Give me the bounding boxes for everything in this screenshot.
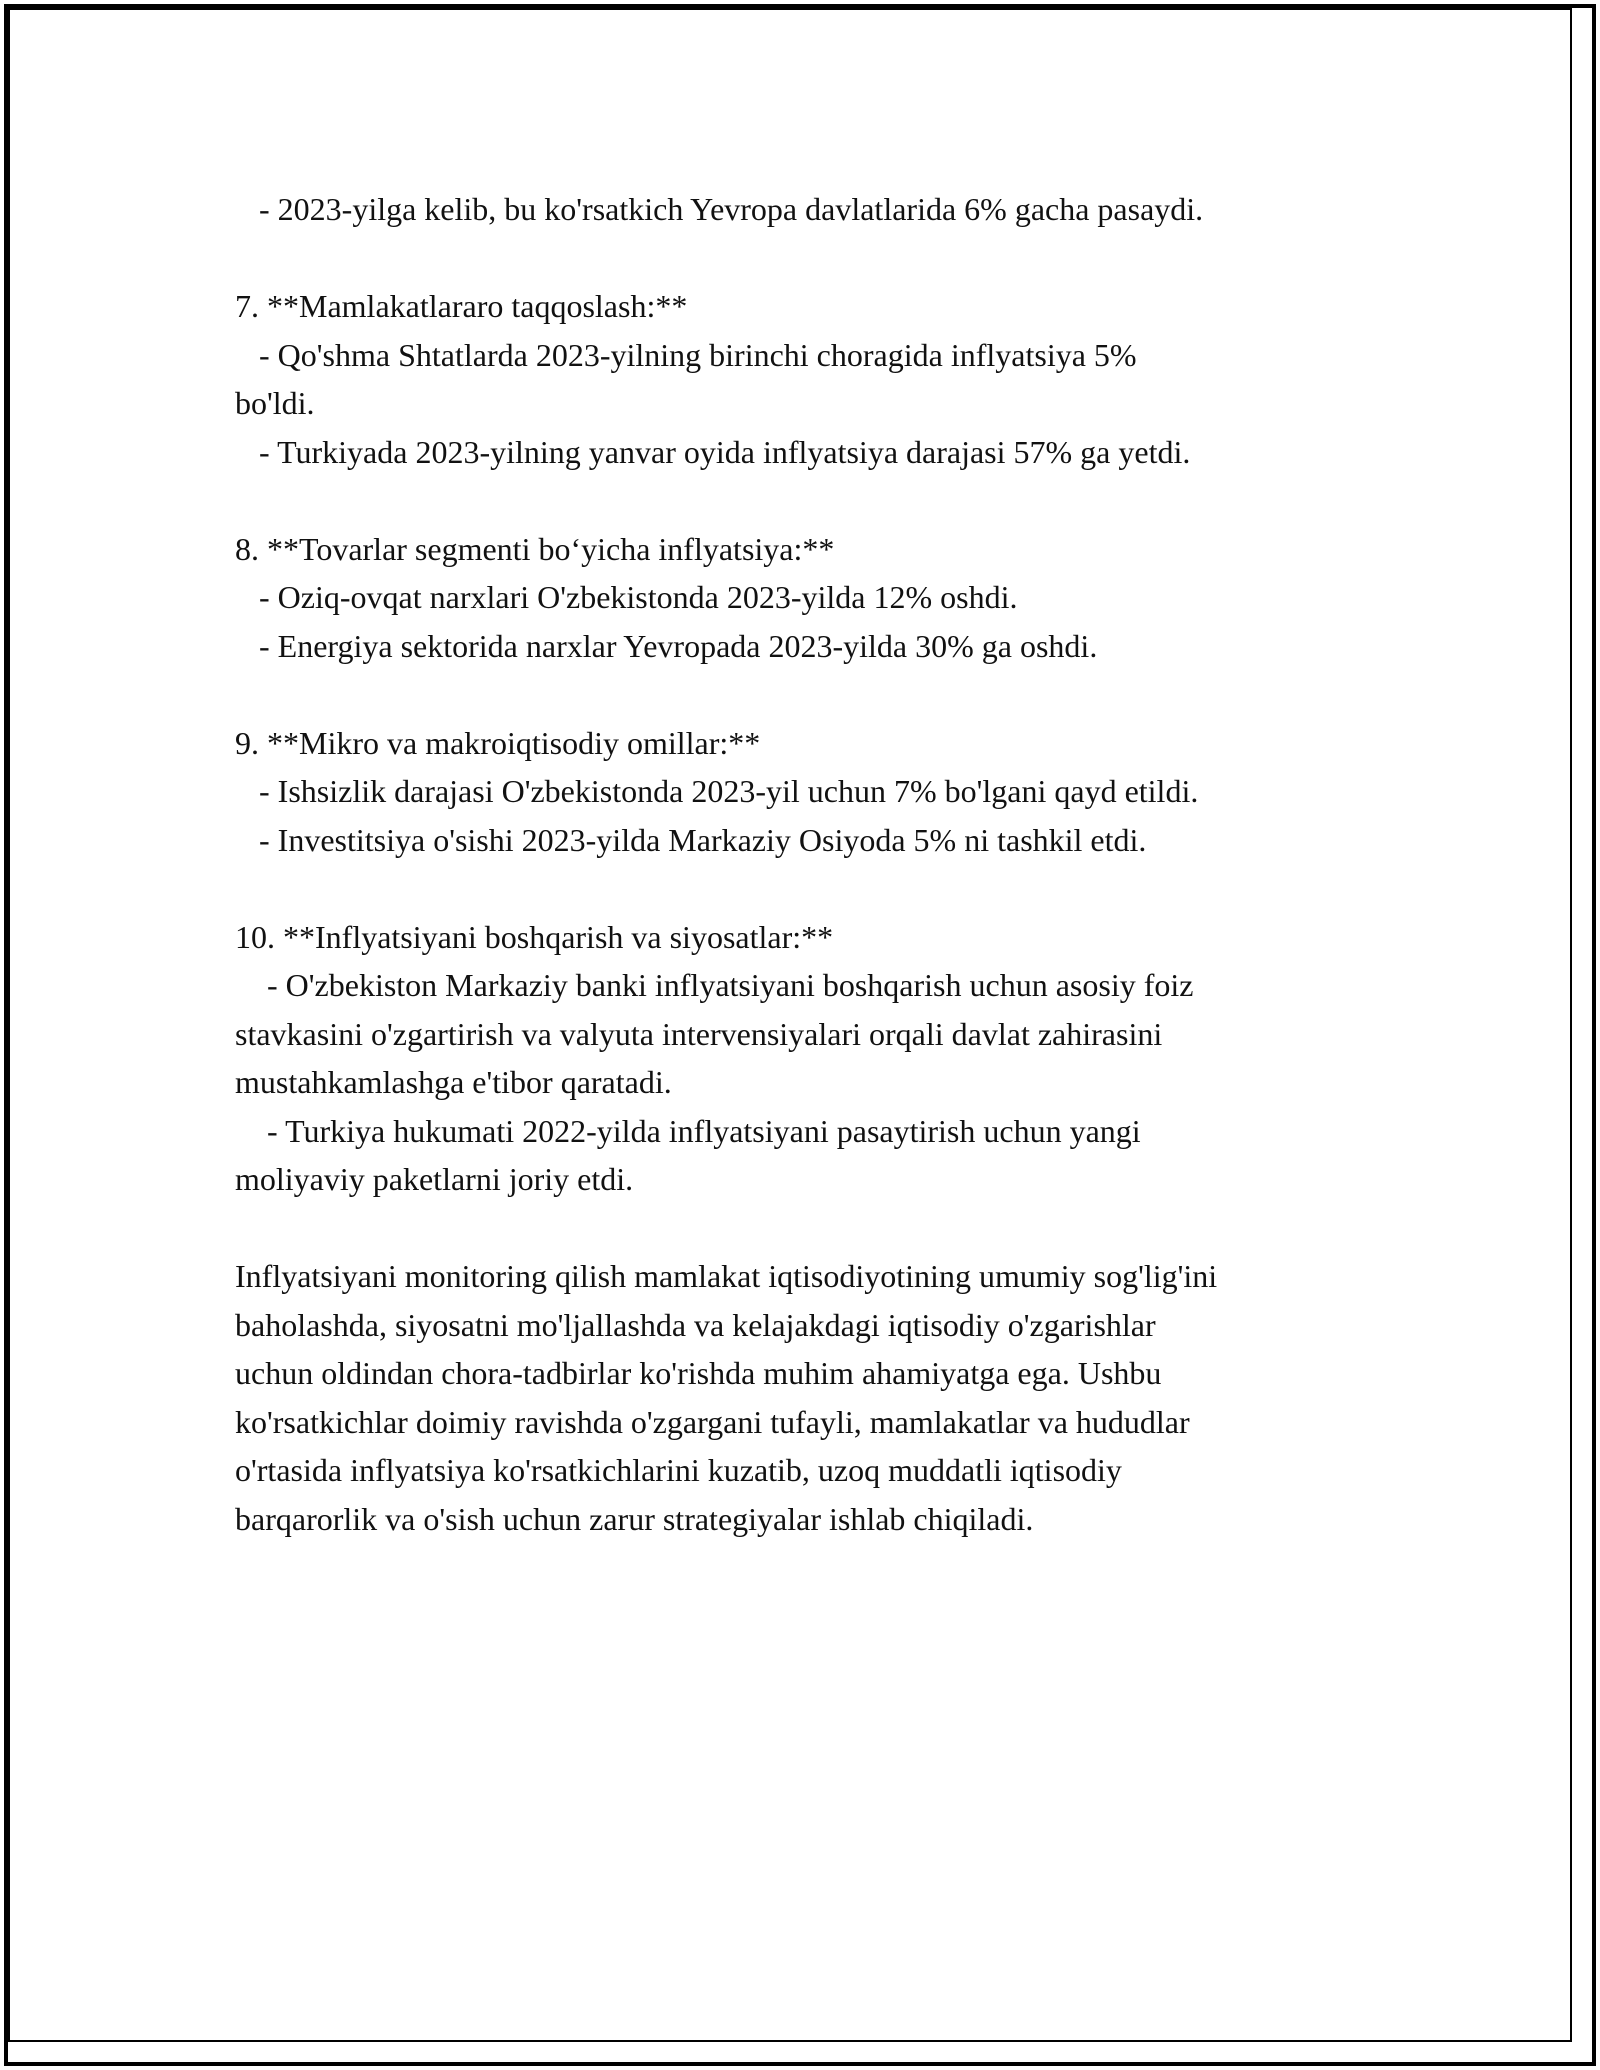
blank-line bbox=[235, 1204, 1415, 1253]
text-line: - Qo'shma Shtatlarda 2023-yilning birinchi choragida inflyatsiya 5% bbox=[235, 336, 1137, 373]
document-body bbox=[235, 185, 1415, 1543]
text-line: stavkasini o'zgartirish va valyuta intervensiyalari orqali davlat zahirasini bbox=[235, 1015, 1163, 1052]
blank-line bbox=[235, 864, 1415, 913]
blank-line bbox=[235, 476, 1415, 525]
text-line: - Oziq-ovqat narxlari O'zbekistonda 2023-yilda 12% oshdi. bbox=[235, 579, 1018, 615]
conclusion-line: o'rtasida inflyatsiya ko'rsatkichlarini kuzatib, uzoq muddatli iqtisodiy bbox=[235, 1452, 1122, 1488]
conclusion-line: ko'rsatkichlar doimiy ravishda o'zgargani tufayli, mamlakatlar va hududlar bbox=[235, 1403, 1190, 1440]
text-line: - Ishsizlik darajasi O'zbekistonda 2023-yil uchun 7% bo'lgani qayd etildi. bbox=[235, 773, 1199, 809]
conclusion-line: barqarorlik va o'sish uchun zarur strategiyalar ishlab chiqiladi. bbox=[235, 1500, 1034, 1537]
text-line: - Turkiya hukumati 2022-yilda inflyatsiyani pasaytirish uchun yangi bbox=[235, 1112, 1141, 1149]
conclusion-line: Inflyatsiyani monitoring qilish mamlakat iqtisodiyotining umumiy sog'lig'ini bbox=[235, 1258, 1218, 1294]
blank-line bbox=[235, 670, 1415, 719]
conclusion-line: uchun oldindan chora-tadbirlar ko'rishda muhim ahamiyatga ega. Ushbu bbox=[235, 1355, 1162, 1391]
section-heading-8: 8. **Tovarlar segmenti bo‘yicha inflyatsiya:** bbox=[235, 530, 835, 567]
text-line: bo'ldi. bbox=[235, 385, 315, 421]
text-line: - 2023-yilga kelib, bu ko'rsatkich Yevropa davlatlarida 6% gacha pasaydi. bbox=[235, 191, 1204, 227]
text-line: moliyaviy paketlarni joriy etdi. bbox=[235, 1161, 634, 1197]
text-line: mustahkamlashga e'tibor qaratadi. bbox=[235, 1064, 672, 1100]
text-line: - O'zbekiston Markaziy banki inflyatsiyani boshqarish uchun asosiy foiz bbox=[235, 967, 1194, 1003]
text-line: - Energiya sektorida narxlar Yevropada 2023-yilda 30% ga oshdi. bbox=[235, 627, 1098, 664]
section-heading-10: 10. **Inflyatsiyani boshqarish va siyosatlar:** bbox=[235, 918, 834, 955]
blank-line bbox=[235, 234, 1415, 283]
text-line: - Turkiyada 2023-yilning yanvar oyida inflyatsiya darajasi 57% ga yetdi. bbox=[235, 433, 1191, 470]
section-heading-9: 9. **Mikro va makroiqtisodiy omillar:** bbox=[235, 724, 761, 761]
section-heading-7: 7. **Mamlakatlararo taqqoslash:** bbox=[235, 288, 688, 324]
text-line: - Investitsiya o'sishi 2023-yilda Markaziy Osiyoda 5% ni tashkil etdi. bbox=[235, 821, 1147, 858]
conclusion-line: baholashda, siyosatni mo'ljallashda va kelajakdagi iqtisodiy o'zgarishlar bbox=[235, 1306, 1156, 1343]
